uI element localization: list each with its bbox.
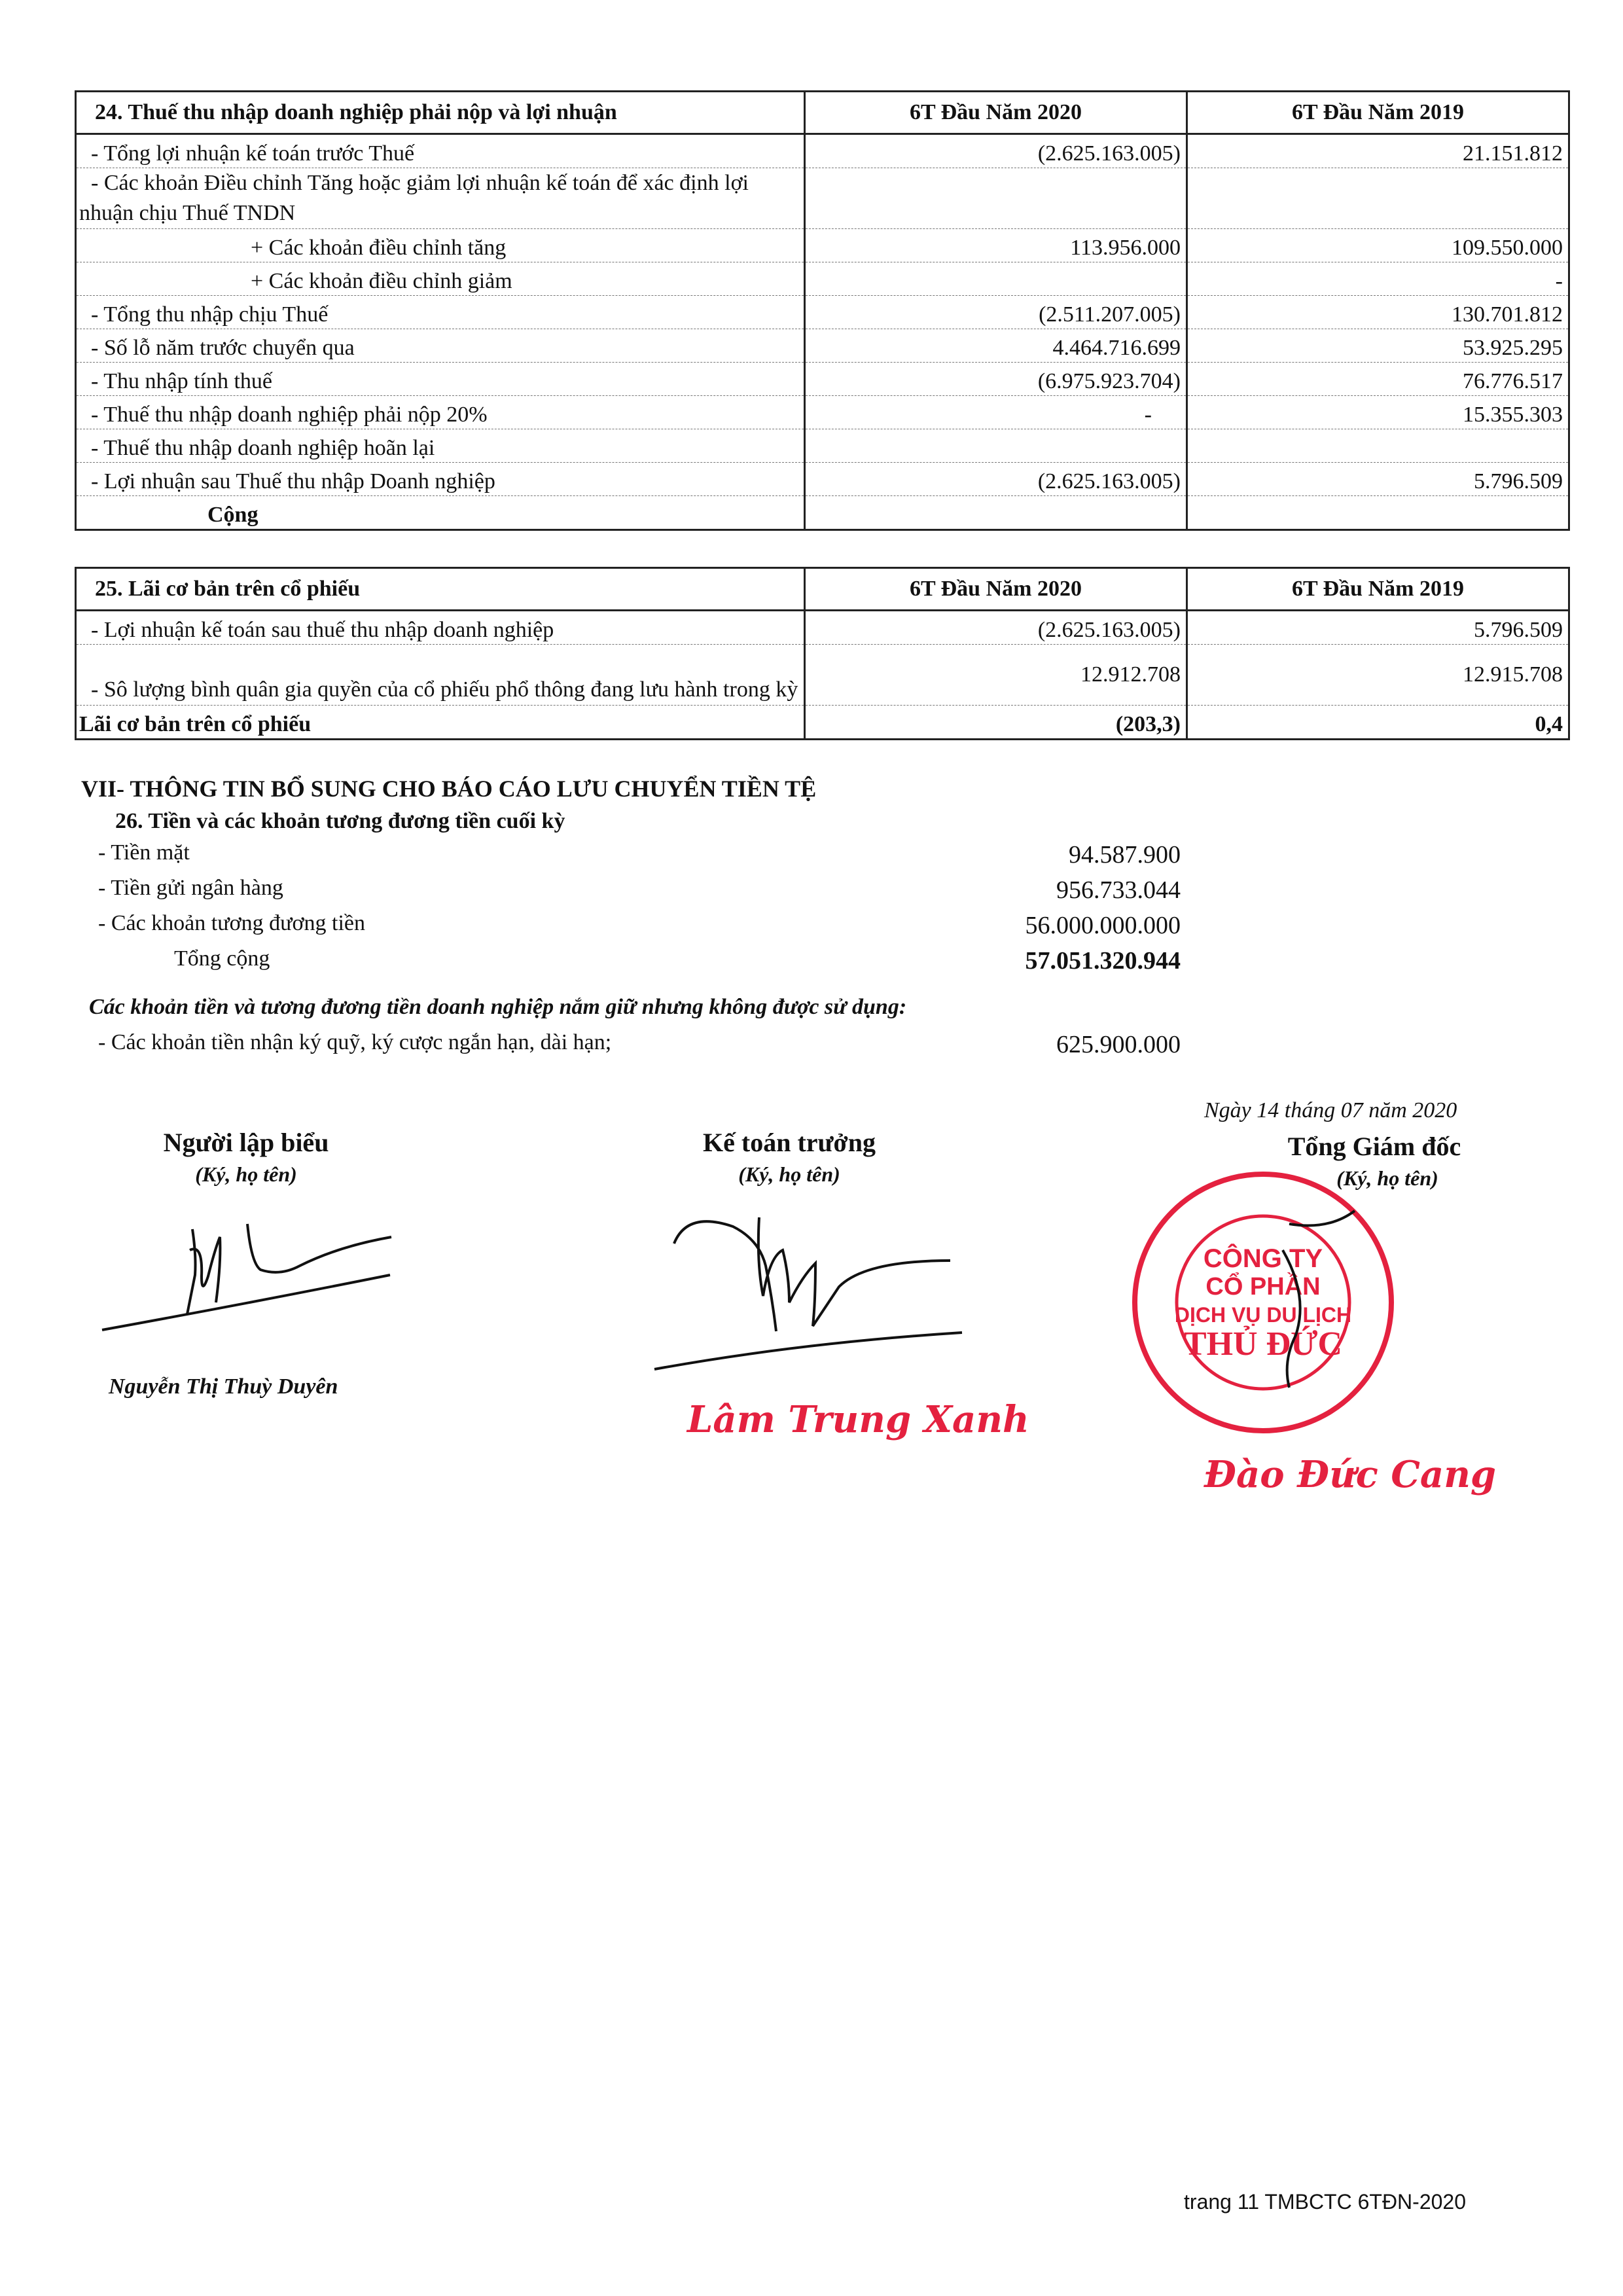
director-name: Đào Đức Cang xyxy=(1204,1453,1497,1496)
table-row xyxy=(76,463,1569,496)
stamp-line-3: DỊCH VỤ DU LỊCH xyxy=(1174,1303,1352,1327)
row-label: - Tổng thu nhập chịu Thuế xyxy=(76,296,805,329)
value-2020: 12.912.708 xyxy=(805,645,1187,706)
table-row xyxy=(76,429,1569,463)
value-2019: 5.796.509 xyxy=(1187,463,1569,496)
row-label: Lãi cơ bản trên cổ phiếu xyxy=(76,706,805,740)
cash-label: Tổng cộng xyxy=(174,946,270,971)
value-2020 xyxy=(805,262,1187,296)
value-2019: 109.550.000 xyxy=(1187,229,1569,262)
table-row xyxy=(76,329,1569,363)
chief-accountant-sign-note: (Ký, họ tên) xyxy=(738,1162,840,1186)
preparer-title: Người lập biểu xyxy=(163,1128,329,1157)
table-row xyxy=(76,396,1569,429)
cash-value: 57.051.320.944 xyxy=(1025,947,1181,975)
table-corporate-income-tax xyxy=(75,90,1570,531)
table-basic-eps xyxy=(75,567,1570,740)
row-label: - Thu nhập tính thuế xyxy=(76,363,805,396)
table-row xyxy=(76,229,1569,262)
table-row-total xyxy=(76,496,1569,530)
table-header xyxy=(76,568,1569,611)
cash-value: 56.000.000.000 xyxy=(1025,912,1181,939)
cash-row xyxy=(98,876,1181,908)
cash-label: - Các khoản tiền nhận ký quỹ, ký cược ngắn hạn, dài hạn; xyxy=(98,1030,612,1054)
table-row xyxy=(76,611,1569,645)
table-row xyxy=(76,363,1569,396)
value-2019: 76.776.517 xyxy=(1187,363,1569,396)
table-title: 25. Lãi cơ bản trên cổ phiếu xyxy=(76,568,805,611)
row-label: - Thuế thu nhập doanh nghiệp hoãn lại xyxy=(76,429,805,463)
table-row xyxy=(76,168,1569,229)
row-label: + Các khoản điều chỉnh tăng xyxy=(76,229,805,262)
cash-label: - Tiền gửi ngân hàng xyxy=(98,876,283,900)
restricted-cash-note-title: Các khoản tiền và tương đương tiền doanh nghiệp nắm giữ nhưng không được sử dụng: xyxy=(89,995,907,1019)
row-label: + Các khoản điều chỉnh giảm xyxy=(76,262,805,296)
value-2020: (2.625.163.005) xyxy=(805,611,1187,645)
cash-row xyxy=(98,840,1181,873)
column-header-2019: 6T Đầu Năm 2019 xyxy=(1187,92,1569,134)
stamp-line-4: THỦ ĐỨC xyxy=(1183,1325,1343,1363)
value-2019: 15.355.303 xyxy=(1187,396,1569,429)
cash-label: - Các khoản tương đương tiền xyxy=(98,911,366,935)
row-label: - Thuế thu nhập doanh nghiệp phải nộp 20% xyxy=(76,396,805,429)
company-stamp xyxy=(1119,1158,1407,1446)
value-2020 xyxy=(805,429,1187,463)
value-2019: 12.915.708 xyxy=(1187,645,1569,706)
table-header xyxy=(76,92,1569,134)
value-2019 xyxy=(1187,429,1569,463)
row-label: Cộng xyxy=(76,496,805,530)
stamp-line-1: CÔNG TY xyxy=(1203,1244,1323,1273)
value-2020: 113.956.000 xyxy=(805,229,1187,262)
value-2020 xyxy=(805,168,1187,229)
cash-total-row xyxy=(98,946,1181,979)
cash-value: 956.733.044 xyxy=(1056,876,1181,904)
column-header-2020: 6T Đầu Năm 2020 xyxy=(805,568,1187,611)
director-sign-note: (Ký, họ tên) xyxy=(1336,1166,1438,1190)
row-label: - Lợi nhuận kế toán sau thuế thu nhập doanh nghiệp xyxy=(76,611,805,645)
table-row xyxy=(76,262,1569,296)
table-row xyxy=(76,134,1569,168)
value-2020: (2.625.163.005) xyxy=(805,463,1187,496)
row-label: - Sô lượng bình quân gia quyền của cổ phiếu phổ thông đang lưu hành trong kỳ xyxy=(76,645,805,706)
cash-value: 94.587.900 xyxy=(1069,841,1181,869)
chief-accountant-name: Lâm Trung Xanh xyxy=(687,1398,1029,1441)
chief-accountant-title: Kế toán trưởng xyxy=(703,1128,876,1157)
section-subtitle: 26. Tiền và các khoản tương đương tiền cuối kỳ xyxy=(115,809,565,833)
preparer-signature xyxy=(98,1217,438,1342)
value-2020: (203,3) xyxy=(805,706,1187,740)
value-2019: 5.796.509 xyxy=(1187,611,1569,645)
value-2020: 4.464.716.699 xyxy=(805,329,1187,363)
table-row xyxy=(76,296,1569,329)
column-header-2019: 6T Đầu Năm 2019 xyxy=(1187,568,1569,611)
value-2019: 130.701.812 xyxy=(1187,296,1569,329)
value-2019: 21.151.812 xyxy=(1187,134,1569,168)
table-title: 24. Thuế thu nhập doanh nghiệp phải nộp và lợi nhuận xyxy=(76,92,805,134)
row-label: - Các khoản Điều chỉnh Tăng hoặc giảm lợi nhuận kế toán để xác định lợi nhuận chịu Thuế TNDN xyxy=(76,168,805,229)
restricted-cash-row xyxy=(98,1030,1181,1063)
row-label: - Lợi nhuận sau Thuế thu nhập Doanh nghiệp xyxy=(76,463,805,496)
section-title: VII- THÔNG TIN BỔ SUNG CHO BÁO CÁO LƯU CHUYỂN TIỀN TỆ xyxy=(81,776,817,802)
value-2020: (6.975.923.704) xyxy=(805,363,1187,396)
value-2019: - xyxy=(1187,262,1569,296)
signing-date: Ngày 14 tháng 07 năm 2020 xyxy=(1204,1098,1457,1122)
value-2020: (2.511.207.005) xyxy=(805,296,1187,329)
value-2020 xyxy=(805,496,1187,530)
director-title: Tổng Giám đốc xyxy=(1287,1132,1461,1161)
value-2019: 0,4 xyxy=(1187,706,1569,740)
row-label: - Tổng lợi nhuận kế toán trước Thuế xyxy=(76,134,805,168)
cash-row xyxy=(98,911,1181,944)
column-header-2020: 6T Đầu Năm 2020 xyxy=(805,92,1187,134)
value-2019: 53.925.295 xyxy=(1187,329,1569,363)
value-2019 xyxy=(1187,168,1569,229)
table-row xyxy=(76,645,1569,706)
stamp-line-2: CỔ PHẦN xyxy=(1205,1273,1321,1300)
row-label: - Số lỗ năm trước chuyển qua xyxy=(76,329,805,363)
cash-label: - Tiền mặt xyxy=(98,840,190,865)
value-2020: - xyxy=(805,396,1187,429)
cash-value: 625.900.000 xyxy=(1056,1031,1181,1058)
table-row-total xyxy=(76,706,1569,740)
preparer-name: Nguyễn Thị Thuỳ Duyên xyxy=(109,1374,338,1399)
preparer-sign-note: (Ký, họ tên) xyxy=(195,1162,297,1186)
value-2019 xyxy=(1187,496,1569,530)
page-footer: trang 11 TMBCTC 6TĐN-2020 xyxy=(1184,2190,1466,2214)
value-2020: (2.625.163.005) xyxy=(805,134,1187,168)
chief-accountant-signature xyxy=(654,1198,1021,1381)
